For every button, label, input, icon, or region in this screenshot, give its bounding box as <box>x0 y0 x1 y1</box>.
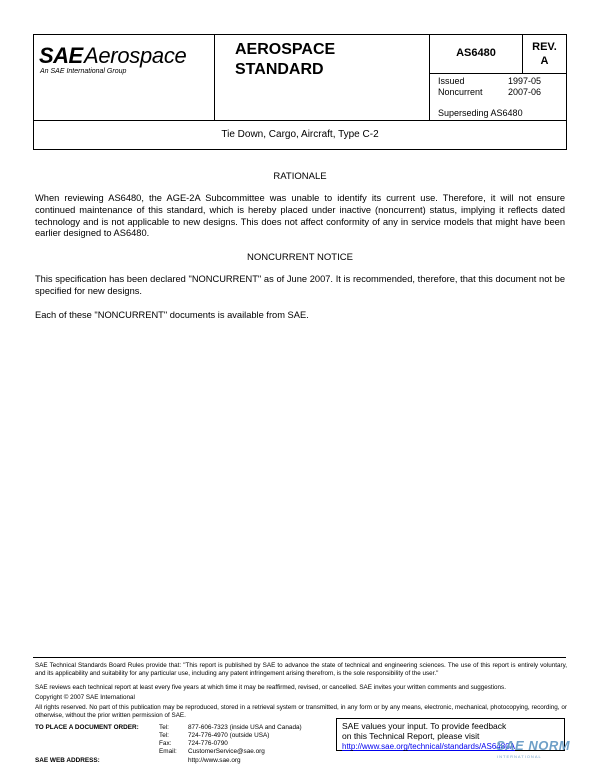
web-address-value[interactable]: http://www.sae.org <box>188 757 241 764</box>
sae-norm-stamp-logo: SAE NORM <box>496 738 571 753</box>
aerospace-logo-text: Aerospace <box>84 43 187 68</box>
availability-paragraph: Each of these "NONCURRENT" documents is available from SAE. <box>35 310 309 320</box>
logo-cell <box>34 35 215 120</box>
doc-number: AS6480 <box>456 47 496 59</box>
dates-block <box>438 76 541 98</box>
tel1-value: 877-606-7323 (inside USA and Canada) <box>188 724 302 731</box>
superseding-text: Superseding AS6480 <box>438 108 523 118</box>
stamp-subtitle: INTERNATIONAL <box>497 754 542 759</box>
issued-label: Issued <box>438 76 465 86</box>
issued-value: 1997-05 <box>508 76 542 86</box>
feedback-line-1: SAE values your input. To provide feedback <box>342 721 507 731</box>
title-line-1: AEROSPACE <box>235 41 336 58</box>
issued-row <box>438 76 541 87</box>
rationale-heading: RATIONALE <box>273 171 327 182</box>
feedback-line-2: on this Technical Report, please visit <box>342 731 480 741</box>
logo-tagline: An SAE International Group <box>40 68 127 75</box>
email-value[interactable]: CustomerService@sae.org <box>188 748 265 755</box>
feedback-link[interactable]: http://www.sae.org/technical/standards/AS6480A <box>342 742 515 751</box>
rev-label-text: REV. <box>532 41 557 53</box>
tel1-label: Tel: <box>159 724 169 731</box>
web-address-label: SAE WEB ADDRESS: <box>35 757 100 764</box>
footer-divider <box>33 657 566 658</box>
doc-number-cell <box>430 35 523 73</box>
doc-title-row <box>34 121 566 149</box>
header-top-row <box>34 35 566 121</box>
rights-text: All rights reserved. No part of this publication may be reproduced, stored in a retrieval system or transmitted, in any form or by any means, electronic, mechanical, photocopying, recording, or otherwise, without the prior written permission of SAE. <box>35 704 567 720</box>
rev-value: A <box>540 55 549 67</box>
notice-paragraph: This specification has been declared "NONCURRENT" as of June 2007. It is recommended, therefore, that this document not be specified for new designs. <box>35 274 565 296</box>
sae-logo: SAE <box>39 43 83 68</box>
revision-label <box>523 40 566 68</box>
revision-cell <box>523 35 566 73</box>
document-type-title <box>235 40 335 80</box>
header-table <box>33 34 567 150</box>
email-label: Email: <box>159 748 177 755</box>
board-rules-text: SAE Technical Standards Board Rules provide that: "This report is published by SAE to advance the state of technical and engineering sciences. The use of this report is entirely voluntary, and its applicability and suitability for any particular use, including any patent infringement arising therefrom, is the sole responsibility of the user." <box>35 662 567 678</box>
title-cell <box>215 35 430 120</box>
doc-info-cell <box>430 35 566 120</box>
review-text: SAE reviews each technical report at least every five years at which time it may be reaffirmed, revised, or cancelled. SAE invites your written comments and suggestions. <box>35 684 506 691</box>
doc-title: Tie Down, Cargo, Aircraft, Type C-2 <box>221 129 379 140</box>
rationale-paragraph: When reviewing AS6480, the AGE-2A Subcommittee was unable to identify its current use. Therefore, it will not ensure continued maintenance of this standard, which is hereby placed under inactive (noncurrent) status, implying it reflects dated technology and is not applicable to new designs. This does not affect conformity of any in service models that might have been earlier designed to AS6480. <box>35 193 565 239</box>
fax-label: Fax: <box>159 740 172 747</box>
tel2-label: Tel: <box>159 732 169 739</box>
noncurrent-label: Noncurrent <box>438 87 483 97</box>
doc-number-row <box>430 35 566 74</box>
tel2-value: 724-776-4970 (outside USA) <box>188 732 270 739</box>
copyright-text: Copyright © 2007 SAE International <box>35 694 135 701</box>
order-label: TO PLACE A DOCUMENT ORDER: <box>35 724 139 731</box>
noncurrent-value: 2007-06 <box>508 87 542 97</box>
title-line-2: STANDARD <box>235 61 324 78</box>
noncurrent-notice-heading: NONCURRENT NOTICE <box>247 252 353 263</box>
fax-value: 724-776-0790 <box>188 740 228 747</box>
noncurrent-row <box>438 87 541 98</box>
doc-dates <box>430 74 566 120</box>
